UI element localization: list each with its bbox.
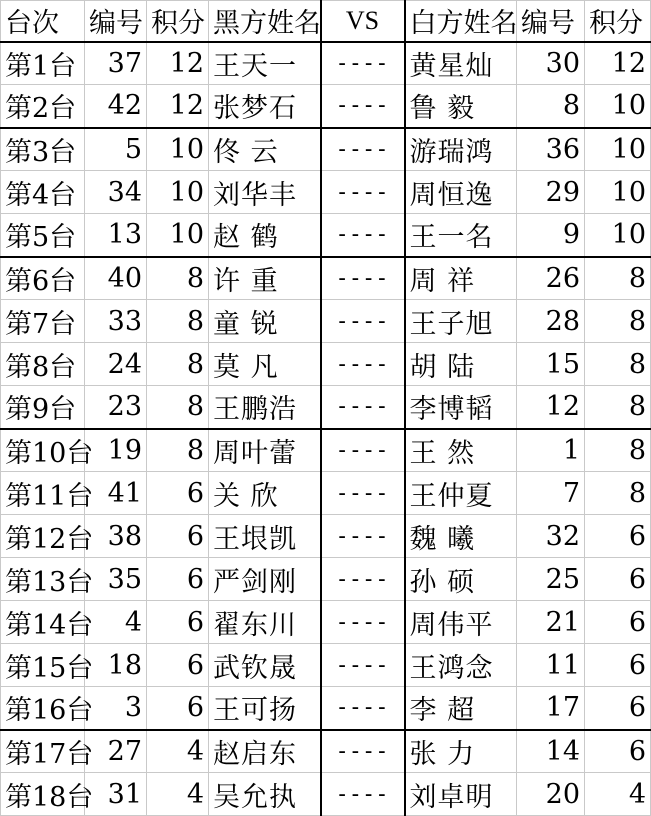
cell-white-name[interactable]: 王子旭	[405, 300, 517, 343]
cell-black-number[interactable]: 33	[85, 300, 147, 343]
cell-white-score[interactable]: 8	[585, 343, 651, 386]
cell-black-number[interactable]: 23	[85, 386, 147, 429]
cell-white-number[interactable]: 25	[517, 558, 585, 601]
cell-white-number[interactable]: 1	[517, 429, 585, 472]
cell-black-number[interactable]: 38	[85, 515, 147, 558]
table-row	[1, 300, 651, 343]
cell-black-name[interactable]: 赵启东	[209, 730, 321, 773]
cell-vs[interactable]: ----	[321, 386, 405, 429]
cell-black-name[interactable]: 王天一	[209, 42, 321, 85]
cell-white-number[interactable]: 11	[517, 644, 585, 687]
cell-black-number[interactable]: 24	[85, 343, 147, 386]
cell-white-name[interactable]: 刘卓明	[405, 773, 517, 816]
cell-white-name[interactable]: 李博韬	[405, 386, 517, 429]
cell-white-score[interactable]: 8	[585, 386, 651, 429]
cell-white-name[interactable]: 周 祥	[405, 257, 517, 300]
cell-black-name[interactable]: 严剑刚	[209, 558, 321, 601]
cell-white-score[interactable]: 8	[585, 257, 651, 300]
cell-black-score[interactable]: 6	[147, 558, 209, 601]
cell-black-name[interactable]: 莫 凡	[209, 343, 321, 386]
cell-white-score[interactable]: 6	[585, 515, 651, 558]
cell-white-name[interactable]: 王 然	[405, 429, 517, 472]
cell-white-number[interactable]: 17	[517, 687, 585, 730]
cell-white-number[interactable]: 15	[517, 343, 585, 386]
cell-white-score[interactable]: 12	[585, 42, 651, 85]
cell-white-number[interactable]: 7	[517, 472, 585, 515]
cell-vs[interactable]: ----	[321, 429, 405, 472]
cell-white-number[interactable]: 20	[517, 773, 585, 816]
table-row	[1, 730, 651, 773]
cell-white-score[interactable]: 6	[585, 558, 651, 601]
cell-white-name[interactable]: 孙 硕	[405, 558, 517, 601]
cell-white-name[interactable]: 周恒逸	[405, 171, 517, 214]
table-row	[1, 214, 651, 257]
header-row	[1, 1, 651, 42]
cell-black-number[interactable]: 34	[85, 171, 147, 214]
header-white-name[interactable]: 白方姓名	[405, 1, 517, 42]
cell-black-name[interactable]: 翟东川	[209, 601, 321, 644]
cell-white-name[interactable]: 游瑞鸿	[405, 128, 517, 171]
cell-black-score[interactable]: 10	[147, 128, 209, 171]
cell-table[interactable]: 第5台	[1, 214, 85, 257]
cell-vs[interactable]: ----	[321, 42, 405, 85]
cell-white-number[interactable]: 21	[517, 601, 585, 644]
cell-white-number[interactable]: 36	[517, 128, 585, 171]
cell-white-name[interactable]: 魏 曦	[405, 515, 517, 558]
cell-white-score[interactable]: 6	[585, 687, 651, 730]
cell-black-score[interactable]: 12	[147, 42, 209, 85]
cell-white-number[interactable]: 8	[517, 85, 585, 128]
cell-table[interactable]: 第8台	[1, 343, 85, 386]
cell-white-score[interactable]: 8	[585, 472, 651, 515]
cell-white-score[interactable]: 6	[585, 644, 651, 687]
cell-black-number[interactable]: 40	[85, 257, 147, 300]
cell-table[interactable]: 第3台	[1, 128, 85, 171]
cell-black-score[interactable]: 4	[147, 730, 209, 773]
cell-white-score[interactable]: 10	[585, 214, 651, 257]
cell-black-number[interactable]: 35	[85, 558, 147, 601]
cell-table[interactable]: 第7台	[1, 300, 85, 343]
table-row	[1, 472, 651, 515]
cell-white-name[interactable]: 王仲夏	[405, 472, 517, 515]
cell-table[interactable]: 第17台	[1, 730, 85, 773]
header-black-number[interactable]: 编号	[85, 1, 147, 42]
cell-black-score[interactable]: 8	[147, 300, 209, 343]
cell-black-score[interactable]: 12	[147, 85, 209, 128]
cell-black-number[interactable]: 42	[85, 85, 147, 128]
cell-vs[interactable]: ----	[321, 601, 405, 644]
cell-table[interactable]: 第13台	[1, 558, 85, 601]
table-row	[1, 386, 651, 429]
cell-table[interactable]: 第4台	[1, 171, 85, 214]
cell-white-name[interactable]: 周伟平	[405, 601, 517, 644]
cell-black-name[interactable]: 王垠凯	[209, 515, 321, 558]
cell-white-score[interactable]: 8	[585, 300, 651, 343]
cell-black-name[interactable]: 许 重	[209, 257, 321, 300]
cell-black-name[interactable]: 童 锐	[209, 300, 321, 343]
cell-black-score[interactable]: 6	[147, 472, 209, 515]
cell-black-number[interactable]: 19	[85, 429, 147, 472]
cell-vs[interactable]: ----	[321, 257, 405, 300]
table-row	[1, 343, 651, 386]
cell-table[interactable]: 第12台	[1, 515, 85, 558]
table-row	[1, 773, 651, 816]
cell-white-score[interactable]: 6	[585, 730, 651, 773]
cell-vs[interactable]: ----	[321, 730, 405, 773]
cell-white-score[interactable]: 4	[585, 773, 651, 816]
cell-black-name[interactable]: 王鹏浩	[209, 386, 321, 429]
cell-white-number[interactable]: 9	[517, 214, 585, 257]
cell-vs[interactable]: ----	[321, 558, 405, 601]
cell-black-number[interactable]: 37	[85, 42, 147, 85]
table-row	[1, 644, 651, 687]
cell-vs[interactable]: ----	[321, 85, 405, 128]
cell-black-number[interactable]: 5	[85, 128, 147, 171]
cell-black-score[interactable]: 4	[147, 773, 209, 816]
cell-vs[interactable]: ----	[321, 343, 405, 386]
cell-table[interactable]: 第15台	[1, 644, 85, 687]
table-row	[1, 601, 651, 644]
cell-black-score[interactable]: 6	[147, 515, 209, 558]
header-black-score[interactable]: 积分	[147, 1, 209, 42]
cell-white-number[interactable]: 14	[517, 730, 585, 773]
cell-white-name[interactable]: 黄星灿	[405, 42, 517, 85]
cell-table[interactable]: 第1台	[1, 42, 85, 85]
header-table[interactable]: 台次	[1, 1, 85, 42]
cell-black-name[interactable]: 佟 云	[209, 128, 321, 171]
cell-black-name[interactable]: 关 欣	[209, 472, 321, 515]
cell-black-name[interactable]: 周叶蕾	[209, 429, 321, 472]
cell-black-score[interactable]: 8	[147, 386, 209, 429]
cell-white-score[interactable]: 8	[585, 429, 651, 472]
cell-white-score[interactable]: 10	[585, 85, 651, 128]
table-row	[1, 171, 651, 214]
header-black-name[interactable]: 黑方姓名	[209, 1, 321, 42]
table-row	[1, 429, 651, 472]
cell-table[interactable]: 第10台	[1, 429, 85, 472]
cell-white-number[interactable]: 28	[517, 300, 585, 343]
cell-black-number[interactable]: 31	[85, 773, 147, 816]
header-white-number[interactable]: 编号	[517, 1, 585, 42]
cell-white-score[interactable]: 6	[585, 601, 651, 644]
cell-black-number[interactable]: 27	[85, 730, 147, 773]
cell-vs[interactable]: ----	[321, 300, 405, 343]
cell-vs[interactable]: ----	[321, 214, 405, 257]
cell-black-score[interactable]: 6	[147, 644, 209, 687]
cell-black-number[interactable]: 41	[85, 472, 147, 515]
cell-table[interactable]: 第11台	[1, 472, 85, 515]
cell-black-score[interactable]: 6	[147, 601, 209, 644]
cell-black-name[interactable]: 张梦石	[209, 85, 321, 128]
cell-black-number[interactable]: 4	[85, 601, 147, 644]
cell-white-number[interactable]: 12	[517, 386, 585, 429]
cell-black-name[interactable]: 武钦晟	[209, 644, 321, 687]
cell-vs[interactable]: ----	[321, 128, 405, 171]
table-row	[1, 128, 651, 171]
cell-black-number[interactable]: 18	[85, 644, 147, 687]
table-row	[1, 257, 651, 300]
table-row	[1, 558, 651, 601]
cell-vs[interactable]: ----	[321, 472, 405, 515]
cell-vs[interactable]: ----	[321, 515, 405, 558]
cell-vs[interactable]: ----	[321, 773, 405, 816]
cell-black-number[interactable]: 13	[85, 214, 147, 257]
cell-white-name[interactable]: 王一名	[405, 214, 517, 257]
cell-black-number[interactable]: 3	[85, 687, 147, 730]
header-vs[interactable]: VS	[321, 1, 405, 42]
cell-black-score[interactable]: 6	[147, 687, 209, 730]
cell-table[interactable]: 第6台	[1, 257, 85, 300]
cell-white-number[interactable]: 30	[517, 42, 585, 85]
table-row	[1, 42, 651, 85]
cell-white-name[interactable]: 王鸿念	[405, 644, 517, 687]
cell-black-score[interactable]: 10	[147, 171, 209, 214]
cell-white-number[interactable]: 32	[517, 515, 585, 558]
cell-vs[interactable]: ----	[321, 171, 405, 214]
cell-white-name[interactable]: 胡 陆	[405, 343, 517, 386]
cell-table[interactable]: 第16台	[1, 687, 85, 730]
table-row	[1, 85, 651, 128]
cell-vs[interactable]: ----	[321, 644, 405, 687]
cell-black-name[interactable]: 刘华丰	[209, 171, 321, 214]
cell-table[interactable]: 第18台	[1, 773, 85, 816]
cell-white-number[interactable]: 29	[517, 171, 585, 214]
cell-black-score[interactable]: 8	[147, 429, 209, 472]
cell-table[interactable]: 第2台	[1, 85, 85, 128]
cell-black-name[interactable]: 王可扬	[209, 687, 321, 730]
cell-vs[interactable]: ----	[321, 687, 405, 730]
cell-white-number[interactable]: 26	[517, 257, 585, 300]
cell-black-score[interactable]: 8	[147, 257, 209, 300]
cell-black-score[interactable]: 10	[147, 214, 209, 257]
table-row	[1, 515, 651, 558]
cell-white-name[interactable]: 鲁 毅	[405, 85, 517, 128]
cell-black-name[interactable]: 赵 鹤	[209, 214, 321, 257]
cell-table[interactable]: 第9台	[1, 386, 85, 429]
cell-white-name[interactable]: 李 超	[405, 687, 517, 730]
cell-white-score[interactable]: 10	[585, 171, 651, 214]
cell-black-score[interactable]: 8	[147, 343, 209, 386]
cell-table[interactable]: 第14台	[1, 601, 85, 644]
header-white-score[interactable]: 积分	[585, 1, 651, 42]
cell-black-name[interactable]: 吴允执	[209, 773, 321, 816]
cell-white-score[interactable]: 10	[585, 128, 651, 171]
table-row	[1, 687, 651, 730]
cell-white-name[interactable]: 张 力	[405, 730, 517, 773]
